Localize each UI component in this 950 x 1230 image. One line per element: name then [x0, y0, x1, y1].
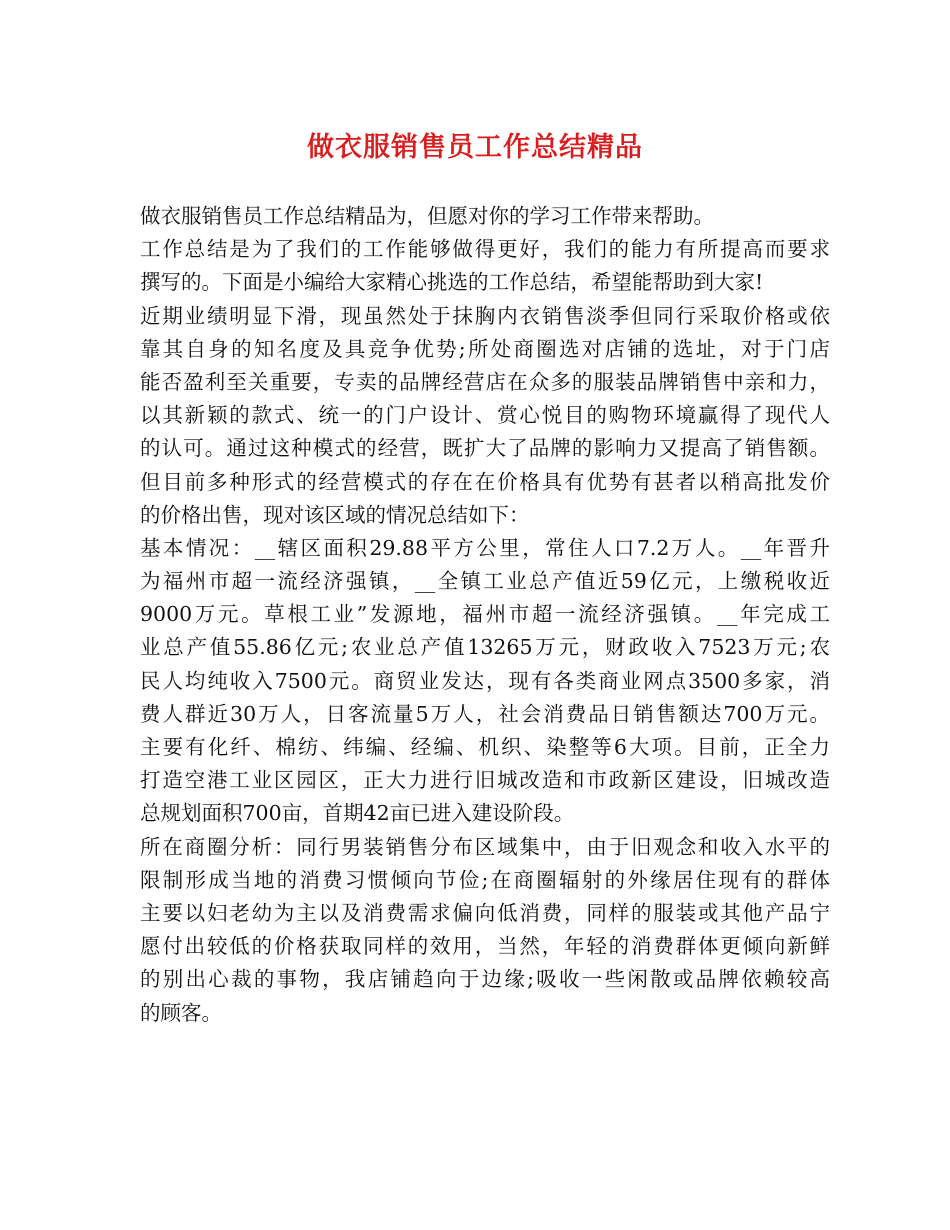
body-line-17: 主要有化纤、棉纺、纬编、经编、机织、染整等6大项。目前，正全力	[140, 735, 830, 759]
document-title: 做衣服销售员工作总结精品	[307, 132, 643, 163]
body-line-2: 工作总结是为了我们的工作能够做得更好，我们的能力有所提高而要求	[140, 237, 830, 262]
body-line-11: 基本情况：__辖区面积29.88平方公里，常住人口7.2万人。__年晋升	[140, 535, 830, 560]
body-line-7: 以其新颖的款式、统一的门户设计、赏心悦目的购物环境赢得了现代人	[140, 403, 830, 428]
body-line-25: 的顾客。	[140, 1000, 222, 1025]
body-line-20: 所在商圈分析：同行男装销售分布区域集中，由于旧观念和收入水平的	[140, 834, 830, 859]
body-line-6: 能否盈利至关重要，专卖的品牌经营店在众多的服装品牌销售中亲和力，	[140, 369, 830, 394]
body-line-24: 的别出心裁的事物，我店铺趋向于边缘;吸收一些闲散或品牌依赖较高	[140, 967, 830, 992]
body-line-13: 9000万元。草根工业”发源地，福州市超一流经济强镇。__年完成工	[140, 602, 830, 627]
body-line-22: 主要以妇老幼为主以及消费需求偏向低消费，同样的服装或其他产品宁	[140, 900, 830, 925]
body-line-19: 总规划面积700亩，首期42亩已进入建设阶段。	[140, 801, 575, 826]
body-line-18: 打造空港工业区园区，正大力进行旧城改造和市政新区建设，旧城改造	[140, 768, 830, 793]
body-line-15: 民人均纯收入7500元。商贸业发达，现有各类商业网点3500多家，消	[140, 668, 830, 693]
body-line-4: 近期业绩明显下滑，现虽然处于抹胸内衣销售淡季但同行采取价格或依	[140, 303, 830, 328]
body-line-21: 限制形成当地的消费习惯倾向节俭;在商圈辐射的外缘居住现有的群体	[140, 867, 830, 892]
body-line-8: 的认可。通过这种模式的经营，既扩大了品牌的影响力又提高了销售额。	[140, 436, 830, 461]
body-line-10: 的价格出售，现对该区域的情况总结如下：	[140, 502, 530, 527]
body-line-16: 费人群近30万人，日客流量5万人，社会消费品日销售额达700万元。	[140, 701, 830, 726]
body-line-5: 靠其自身的知名度及具竞争优势;所处商圈选对店铺的选址，对于门店	[140, 336, 830, 361]
body-line-3: 撰写的。下面是小编给大家精心挑选的工作总结，希望能帮助到大家!	[140, 270, 764, 295]
body-line-23: 愿付出较低的价格获取同样的效用，当然，年轻的消费群体更倾向新鲜	[140, 934, 830, 959]
document-body	[140, 200, 830, 1030]
body-line-1: 做衣服销售员工作总结精品为，但愿对你的学习工作带来帮助。	[140, 204, 714, 228]
body-line-9: 但目前多种形式的经营模式的存在在价格具有优势有甚者以稍高批发价	[140, 469, 830, 494]
body-line-14: 业总产值55.86亿元;农业总产值13265万元，财政收入7523万元;农	[140, 635, 830, 660]
body-line-12: 为福州市超一流经济强镇，__全镇工业总产值近59亿元，上缴税收近	[140, 569, 830, 594]
